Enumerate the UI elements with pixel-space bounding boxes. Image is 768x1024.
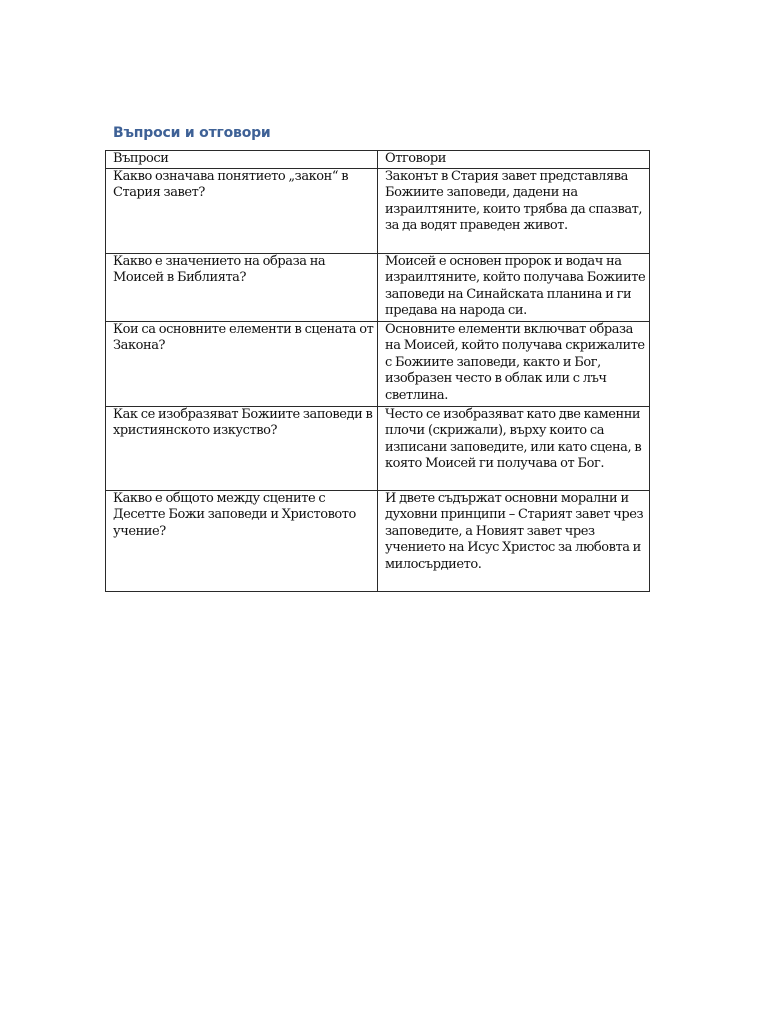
- answer-cell: [378, 490, 650, 591]
- answer-text: Често се изобразяват като две каменни плочи (скрижали), върху които са изписани заповедите, или като сцена, в която Моисей ги получава от Бог.: [385, 406, 642, 471]
- header-questions-label: Въпроси: [113, 151, 169, 166]
- question-text: Кои са основните елементи в сцената от Закона?: [113, 321, 374, 353]
- answer-cell: [378, 253, 650, 321]
- section-heading: Въпроси и отговори: [113, 125, 271, 141]
- answer-text: Основните елементи включват образа на Моисей, който получава скрижалите с Божиите заповеди, както и Бог, изобразен често в облак или с лъч светлина.: [385, 321, 645, 403]
- table-row: [106, 406, 650, 490]
- answer-cell: [378, 168, 650, 253]
- table-row: [106, 490, 650, 591]
- table-header-row: [106, 151, 650, 169]
- table-row: [106, 168, 650, 253]
- question-cell: [106, 168, 378, 253]
- header-cell-questions: [106, 151, 378, 169]
- table-row: [106, 253, 650, 321]
- question-cell: [106, 490, 378, 591]
- answer-text: И двете съдържат основни морални и духовни принципи – Старият завет чрез заповедите, а Новият завет чрез учението на Исус Христос за любовта и милосърдието.: [385, 490, 644, 572]
- answer-text: Законът в Стария завет представлява Божиите заповеди, дадени на израилтяните, които трябва да спазват, за да водят праведен живот.: [385, 168, 643, 233]
- question-text: Какво е общото между сцените с Десетте Божи заповеди и Христовото учение?: [113, 490, 356, 539]
- table-row: [106, 321, 650, 406]
- qa-table: [105, 150, 650, 592]
- answer-text: Моисей е основен пророк и водач на израилтяните, който получава Божиите заповеди на Синайската планина и ги предава на народа си.: [385, 253, 646, 318]
- question-text: Как се изобразяват Божиите заповеди в християнското изкуство?: [113, 406, 373, 438]
- question-text: Какво означава понятието „закон“ в Стария завет?: [113, 168, 349, 200]
- question-cell: [106, 406, 378, 490]
- answer-cell: [378, 406, 650, 490]
- header-answers-label: Отговори: [385, 151, 447, 166]
- question-cell: [106, 253, 378, 321]
- answer-cell: [378, 321, 650, 406]
- header-cell-answers: [378, 151, 650, 169]
- question-text: Какво е значението на образа на Моисей в Библията?: [113, 253, 326, 285]
- question-cell: [106, 321, 378, 406]
